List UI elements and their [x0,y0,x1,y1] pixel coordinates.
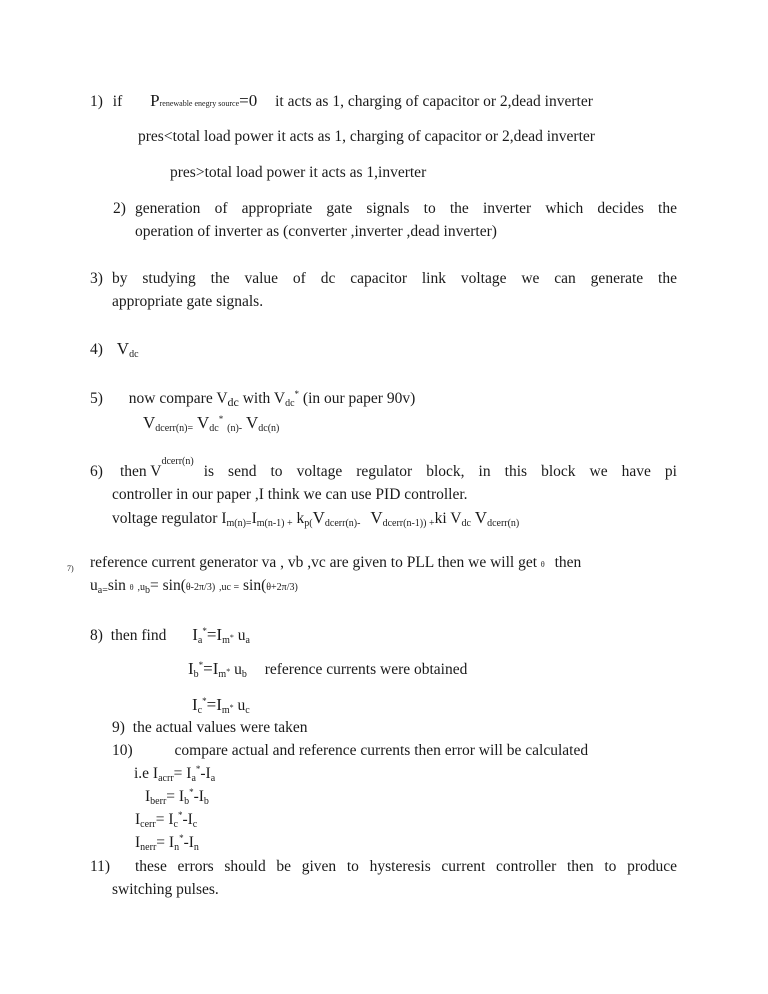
item-3-number: 3) [90,270,103,287]
item-10-eq-a [134,764,215,784]
item-8-ua-sub: a [245,635,250,646]
item-5-vdc-star-subscript: dc [285,398,295,409]
item-5-formula-star: * [218,414,224,424]
item-9-number: 9) [112,719,125,736]
item-10-eq-c [135,810,197,830]
item-5-formula-sub3: (n)- [227,423,243,434]
item-8-im-sub-a: m [222,635,230,646]
item-10-eq-c-sub3: c [192,819,198,830]
item-10-ie: i.e I [134,765,159,782]
item-10-eq-b-i: I [145,788,151,805]
item-1-if: if [112,93,123,110]
item-1-eq0: =0 [239,91,258,110]
item-10-eq-a-eq: = I [173,765,192,782]
item-10-eq-a-tail: -I [200,765,211,782]
item-10-eq-b-sub: berr [150,796,167,807]
item-10-eq-n [135,833,199,853]
item-5-formula-v2: V [197,413,210,432]
item-6-ki: ki V [434,510,462,527]
item-6-subscript: dcerr(n) [161,456,194,467]
item-1-p-subscript: renewable enegry source [159,99,240,108]
item-10-eq-n-sub: nerr [140,842,157,853]
item-5-formula-v1: V [143,413,156,432]
item-10-eq-n-star: * [179,833,184,843]
item-6-line-2: controller in our paper ,I think we can use PID controller. [112,486,468,503]
item-10-eq-c-tail: -I [182,811,193,828]
item-8-ia-sub: a [197,635,203,646]
item-7-line-1 [90,553,581,575]
item-8-ua: u [237,627,246,644]
item-8-im-sub-c: m [221,705,230,716]
item-10-eq-b-sub3: b [203,796,209,807]
item-7-sin: sin [107,577,126,594]
item-6-sub-a: m(n)= [226,518,252,529]
item-4-number: 4) [90,341,103,358]
item-8-ub-sub: b [241,669,247,680]
item-8-ia-eq: =I [206,625,223,644]
item-10-eq-c-sub2: c [173,819,178,830]
item-6-v2: V [370,508,383,527]
item-2-line-1: generation of appropriate gate signals to the inverter which decides the [135,200,677,217]
item-8-mult-c: * [229,703,234,712]
item-10-eq-c-eq: = I [155,811,174,828]
item-5-star: * [294,389,300,399]
item-6-k: k [296,510,305,527]
item-6-v3: V [474,508,488,527]
item-5-line-1 [90,389,415,409]
item-8-ia-star: * [202,626,207,636]
item-8-im-sub-b: m [218,669,227,680]
item-10 [112,741,588,761]
item-8-line-1 [90,625,250,648]
item-6-then: then V [120,463,162,480]
item-1-line-1 [90,91,593,114]
item-7-uc-pre: ,uc = [219,582,240,593]
item-1-rest: it acts as 1, charging of capacitor or 2,dead inverter [275,93,593,110]
item-10-eq-b-tail: -I [193,788,204,805]
item-6-line-1 [120,456,677,482]
item-10-eq-a-star: * [195,764,201,774]
item-8-ic-star: * [202,696,207,706]
item-5-formula [143,413,279,434]
item-8-mult-b: * [226,667,231,676]
item-7-uc-arg: θ+2π/3) [266,582,298,593]
item-1-number: 1) [90,93,103,110]
item-7-ub-sub: b [145,585,151,596]
item-5-with: with V [242,390,286,407]
item-8-ib-star: * [198,660,204,670]
item-5-vdc-subscript: dc [227,395,239,409]
item-7-ub-arg: θ-2π/3) [185,582,216,593]
item-4 [90,339,139,360]
item-10-number: 10) [112,742,133,759]
item-10-eq-n-eq: = I [156,834,175,851]
item-10-eq-n-tail: -I [183,834,194,851]
item-5-formula-sub2: dc [209,423,219,434]
item-1-line-2: pres<total load power it acts as 1, charging of capacitor or 2,dead inverter [138,128,595,145]
item-6-sub-c: dcerr(n)- [324,518,361,529]
item-6-sub-d: dcerr(n-1)) + [382,518,435,529]
item-10-eq-c-i: I [135,811,141,828]
item-1-p-symbol: P [150,91,160,110]
item-5-note: (in our paper 90v) [302,390,416,407]
item-7-ua-sub: a= [97,585,108,596]
item-1-line-3: pres>total load power it acts as 1,inverter [170,164,427,181]
item-7-text: reference current generator va , vb ,vc are given to PLL then we will get [90,554,538,571]
item-8-ic-eq: =I [206,695,222,714]
item-8-uc-sub: c [245,705,250,716]
item-8-line-2 [188,659,467,682]
item-10-eq-c-star: * [177,810,183,820]
item-8-ub: u [234,661,242,678]
item-5-compare: now compare V [128,390,228,407]
item-8-ib-sub: b [193,669,199,680]
item-10-eq-n-sub3: n [193,842,199,853]
item-7-then: then [554,554,582,571]
item-7-theta-a: θ [129,583,134,592]
item-8-note: reference currents were obtained [264,661,468,678]
item-10-eq-c-sub: cerr [140,819,156,830]
item-5-formula-sub4: dc(n) [258,423,280,434]
item-10-eq-b [145,787,209,807]
item-6-sub-b: m(n-1) + [256,518,293,529]
item-11-number: 11) [90,858,111,875]
item-6-rest: is send to voltage regulator block, in this block we have pi [203,463,677,480]
item-2-line-2: operation of inverter as (converter ,inverter ,dead inverter) [135,223,497,240]
item-6-line-3 [112,508,519,529]
item-4-v: V [116,339,130,358]
item-10-eq-a-sub2: a [191,773,196,784]
item-8-uc: u [237,697,246,714]
item-7-number: 7) [67,564,74,573]
item-8-ic-sub: c [197,705,203,716]
item-7-uc-eq: sin( [243,577,267,594]
item-5-formula-sub1: dcerr(n)= [155,423,194,434]
item-8-number: 8) [90,627,103,644]
item-10-eq-a-sub3: a [210,773,216,784]
item-5-formula-v3: V [245,413,259,432]
item-6-vr-label: voltage regulator I [112,510,227,527]
item-11-line-1: these errors should be given to hysteresis current controller then to produce [135,858,677,875]
item-10-text: compare actual and reference currents then error will be calculated [174,742,589,759]
item-10-eq-n-i: I [135,834,141,851]
item-6-sub-p: p( [304,518,313,529]
item-9 [112,718,308,738]
item-4-v-subscript: dc [129,349,139,360]
item-8-ia: I [192,625,198,644]
item-6-sub-e: dcerr(n) [487,518,520,529]
item-7-ub-eq: = sin( [150,577,186,594]
item-7-ub-pre: ,u [137,582,146,593]
item-8-line-3 [192,695,250,718]
item-8-then-find: then find [110,627,167,644]
item-7-line-2 [90,576,298,598]
item-5-number: 5) [90,390,103,407]
item-10-eq-b-star: * [189,787,194,797]
item-9-text: the actual values were taken [132,719,308,736]
item-3-line-2: appropriate gate signals. [112,293,264,310]
item-6-v1: V [312,508,325,527]
item-6-sub-dc: dc [461,518,471,529]
item-10-eq-b-sub2: b [184,796,190,807]
item-11-line-2: switching pulses. [112,881,219,898]
item-7-theta: θ [540,560,545,569]
item-6-i: I [251,510,257,527]
item-7-ua: u [90,577,98,594]
item-8-ic: I [192,695,198,714]
item-10-eq-n-sub2: n [174,842,180,853]
item-3-line-1: by studying the value of dc capacitor link voltage we can generate the [112,270,677,287]
item-2-number: 2) [113,200,126,217]
item-8-mult-a: * [229,633,234,642]
item-10-eq-b-eq: = I [166,788,185,805]
item-10-eq-a-sub: acrr [158,773,174,784]
item-6-number: 6) [90,463,103,480]
item-8-ib-eq: =I [203,659,219,678]
item-8-ib: I [188,659,194,678]
